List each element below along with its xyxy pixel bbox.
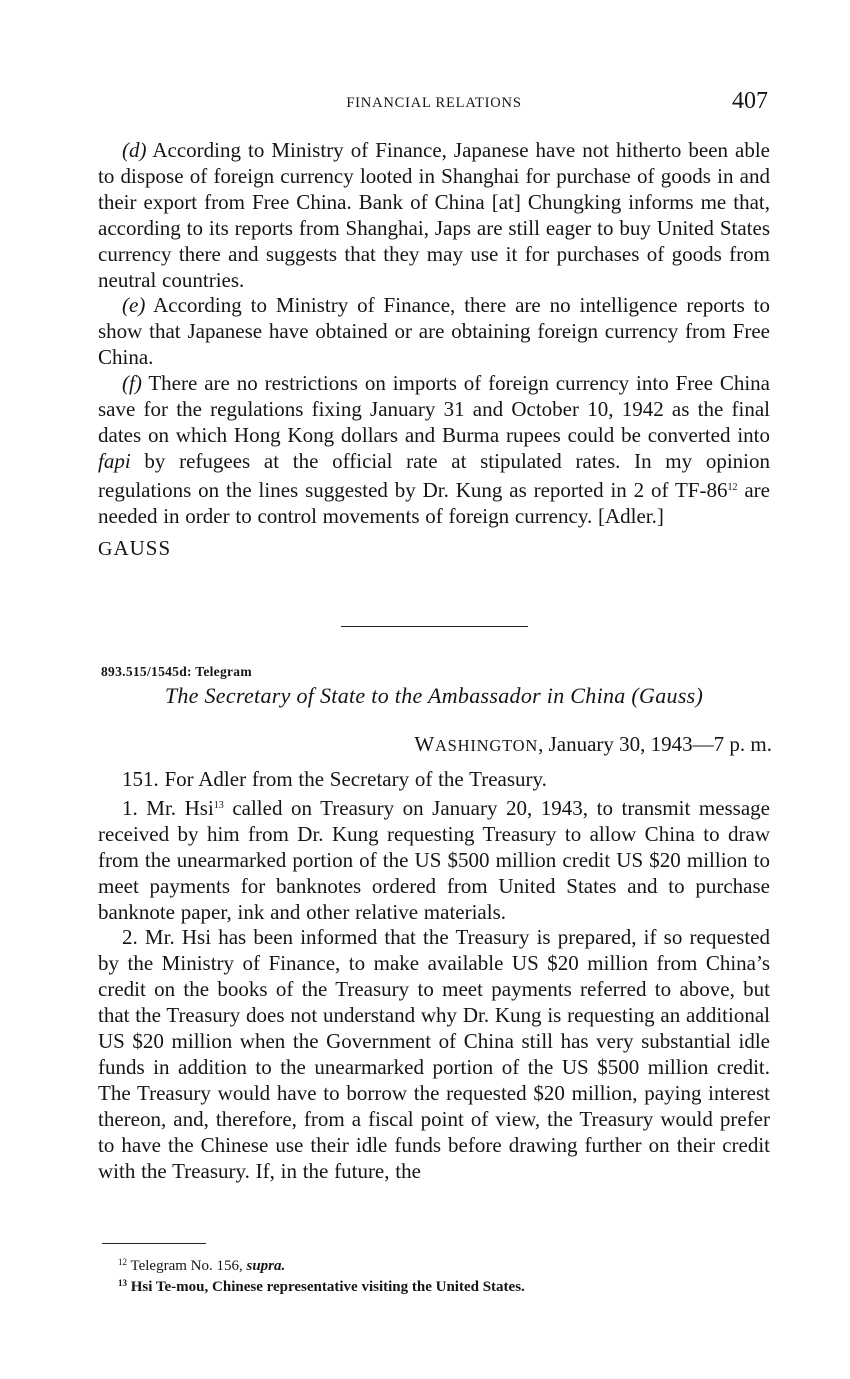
title-name: Gauss (639, 683, 696, 708)
dateline-place-rest: ASHINGTON (434, 736, 539, 755)
dateline-place-initial: W (414, 732, 435, 756)
dateline (414, 732, 772, 757)
paragraph-2: 2. Mr. Hsi has been informed that the Treasury is prepared, if so requested by the Ministry of Finance, to make available US $20 million from China’s credit on the books of the Treasury to meet payments referred to above, but that the Treasury does not understand why Dr. Kung is requesting an additional US $20 million when the Government of China still has very substantial idle funds in addition to the unearmarked portion of the US $500 million credit. The Treasury would have to borrow the requested $20 million, paying interest thereon, and, therefore, from a fiscal point of view, the Treasury would prefer to have the Chinese use their idle funds before drawing further on their credit with the Treasury. If, in the future, the (98, 925, 770, 1183)
paragraph-d (98, 138, 770, 293)
footnotes (118, 1254, 768, 1296)
dateline-date: , January 30, 1943—7 p. m. (538, 732, 772, 756)
footnote-number: 12 (118, 1257, 127, 1267)
footnote-italic: supra. (246, 1258, 286, 1274)
footnote-13 (118, 1275, 768, 1296)
italic-term: fapi (98, 448, 131, 473)
page-number: 407 (732, 88, 768, 114)
signature (98, 536, 770, 563)
paragraph-text: called on Treasury on January 20, 1943, to transmit message received by him from Dr. Kung requesting Treasury to allow China to draw from the unearmarked portion of the US $500 million credit US $20 million to meet payments for banknotes ordered from United States and to purchase banknote paper, ink and other relative materials. (98, 795, 770, 924)
footnote-number: 13 (118, 1278, 127, 1288)
paragraph-text: 1. Mr. Hsi (122, 795, 214, 820)
title-end: ) (695, 683, 704, 708)
paragraph-1 (98, 793, 770, 926)
footnote-text: Telegram No. 156, (130, 1258, 243, 1274)
dateline-place (414, 732, 539, 756)
paragraph-e (98, 293, 770, 371)
paragraph-text: by refugees at the official rate at stipulated rates. In my opinion regulations on the lines suggested by Dr. Kung as reported in 2 of TF-86 (98, 448, 771, 502)
title-text: The Secretary of State to the Ambassador in China ( (164, 683, 640, 708)
signature-initial: G (98, 537, 114, 560)
running-title: FINANCIAL RELATIONS (346, 95, 522, 111)
paragraph-text: According to Ministry of Finance, there are no intelligence reports to show that Japanese have obtained or are obtaining foreign currency from Free China. (98, 293, 770, 370)
footnote-12 (118, 1254, 768, 1275)
section-divider (341, 626, 528, 627)
paragraph-label: (f) (122, 371, 142, 396)
footnote-ref-13: 13 (213, 799, 224, 811)
paragraph-text: According to Ministry of Finance, Japanese have not hitherto been able to dispose of foreign currency looted in Shanghai for purchase of goods in and their export from Free China. Bank of China [at] Chungking informs me that, according to its reports from Shanghai, Japs are still eager to buy United States currency there and suggests that they may use it for purchases of goods from neutral countries. (98, 138, 770, 292)
continuation-text (98, 138, 770, 563)
footnote-text: Hsi Te-mou, Chinese representative visiting the United States. (130, 1279, 525, 1295)
paragraph-label: (d) (122, 138, 147, 162)
paragraph-151: 151. For Adler from the Secretary of the Treasury. (122, 767, 547, 791)
telegram-body (98, 767, 770, 1185)
running-head (98, 88, 770, 120)
footnote-divider (102, 1243, 206, 1244)
paragraph-f (98, 371, 770, 529)
signature-rest: AUSS (113, 535, 172, 560)
document-title (98, 683, 770, 709)
paragraph-text: There are no restrictions on imports of foreign currency into Free China save for the regulations fixing January 31 and October 10, 1942 as the final dates on which Hong Kong dollars and Burma rupees could be converted into (98, 371, 770, 447)
footnote-ref-12: 12 (727, 481, 738, 493)
paragraph-label: (e) (122, 293, 146, 318)
paragraph-text: are needed in order to control movements of foreign currency. [Adler.] (98, 477, 770, 528)
file-reference: 893.515/1545d: Telegram (101, 664, 252, 679)
